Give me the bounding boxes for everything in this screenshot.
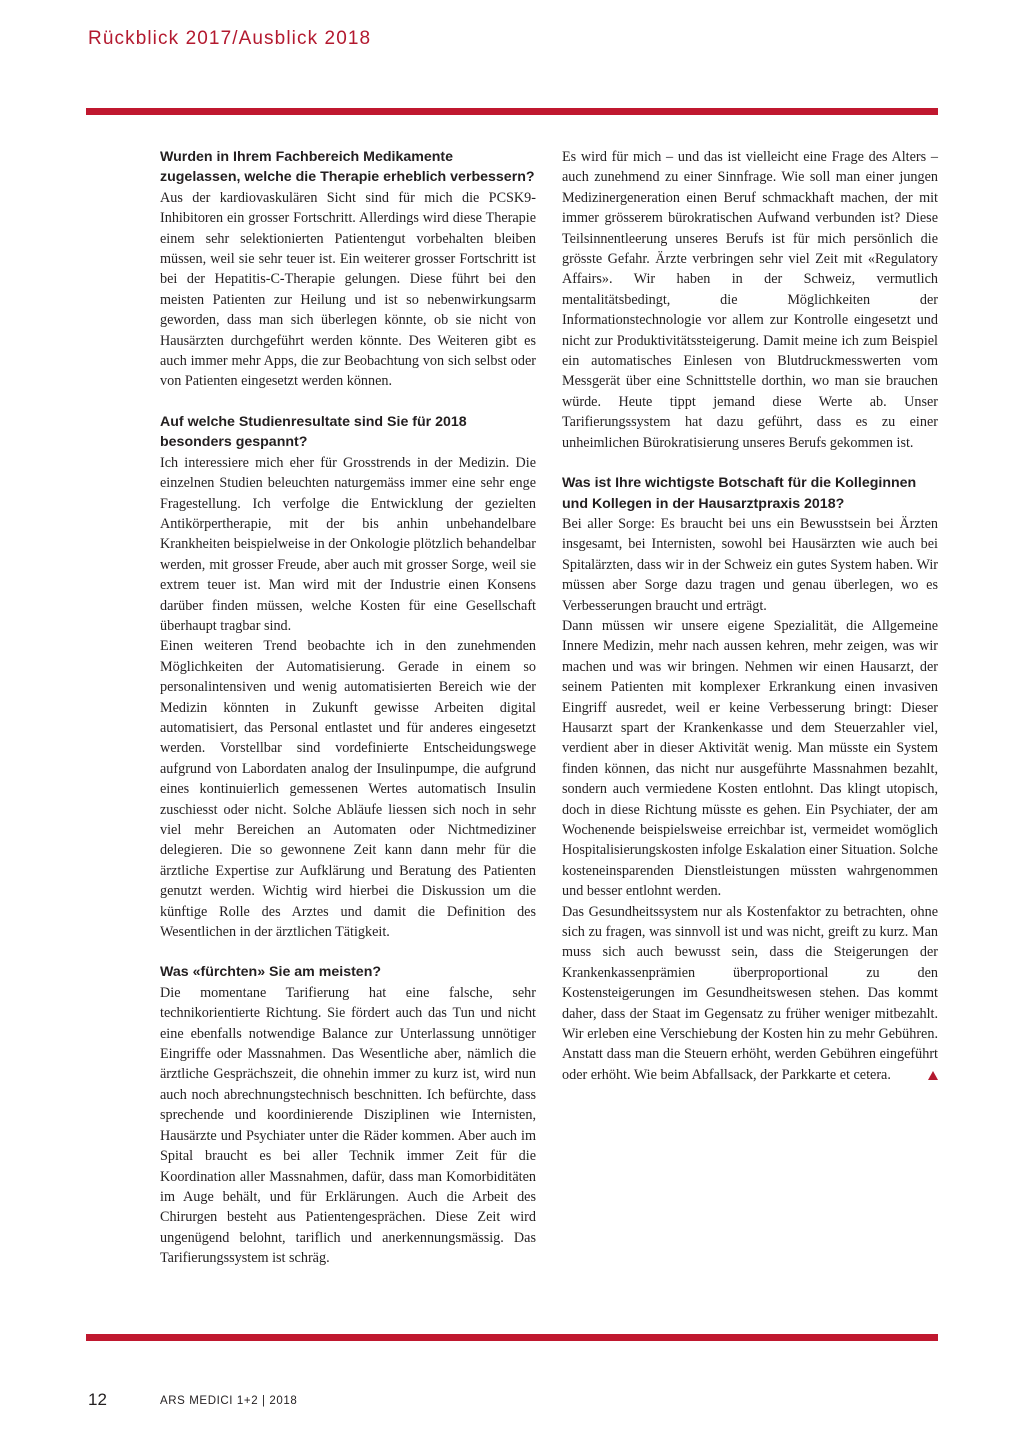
answer-fears: Die momentane Tarifierung hat eine falsche, sehr technikorientierte Richtung. Sie fördert auch das Tun und nicht eine ebenfalls notwendige Balance zur Unterlassung unnötiger Eingriffe oder Massnahmen. Das Wesentliche aber, nämlich die ärztliche Gesprächszeit, die ohnehin immer zu kurz ist, wird nun auch noch abrechnungstechnisch beschnitten. Ich befürchte, dass sprechende und koordinierende Disziplinen wie Internisten, Hausärzte und Psychiater unter die Räder kommen. Aber auch im Spital braucht es bei aller Technik immer Zeit für die Koordination aller Massnahmen, dafür, dass man Komorbiditäten im Auge behält, und für Erklärungen. Auch die Arbeit des Chirurgen besteht aus Patientengesprächen. Diese Zeit wird ungenügend belohnt, tariflich und anerkennungsmässig. Das Tarifierungssystem ist schräg.: [160, 984, 536, 1267]
answer-study-results-p2: Einen weiteren Trend beobachte ich in den zunehmenden Möglichkeiten der Automatisierung. Gerade in einem so personalintensiven und wenig automatisierten Bereich wie der Medizin könnten in Zukunft gewisse Arbeiten digital automatisiert, das Personal entlastet und für anderes eingesetzt werden. Vorstellbar sind vordefinierte Entscheidungswege aufgrund von Labordaten analog der Insulinpumpe, die aufgrund eines kontinuierlich gemessenen Wertes automatisch Insulin zuschiesst oder nicht. Solche Abläufe liessen sich noch in sehr viel mehr Bereichen an Automaten oder Nichtmediziner delegieren. Die so gewonnene Zeit kann dann mehr für die ärztliche Expertise zur Aufklärung und Beratung des Patienten genutzt werden. Wichtig wird hierbei die Diskussion um die künftige Rolle des Arztes und damit die Definition des Wesentlichen in der ärztlichen Tätigkeit.: [160, 638, 536, 941]
left-column: [160, 147, 536, 1269]
answer-key-message-p2: Dann müssen wir unsere eigene Spezialität, die Allgemeine Innere Medizin, mehr nach aussen kehren, mehr zeigen, was wir machen und was wir bringen. Nehmen wir einen Hausarzt, der seinem Patienten mit komplexer Erkrankung einen invasiven Eingriff ausredet, weil er keine Verbesserung bringt: Dieser Hausarzt spart der Krankenkasse und dem Steuerzahler viel, verdient aber in dieser Aktivität wenig. Man müsste ein System finden können, das nicht nur ausgeführte Massnahmen bezahlt, sondern auch vermiedene Kosten entlohnt. Das klingt utopisch, doch in diese Richtung müsste es gehen. Ein Psychiater, der am Wochenende beispielsweise erreichbar ist, vermeidet womöglich Hospitalisierungskosten infolge Eskalation einer Situation. Solche kosteneinsparenden Dienstleistungen müssten wahrgenommen und besser entlohnt werden.: [562, 617, 938, 900]
answer-key-message-p1: Bei aller Sorge: Es braucht bei uns ein Bewusstsein bei Ärzten insgesamt, bei Internisten, sowohl bei Hausärzten wie auch bei Spitalärzten, dass wir in der Schweiz ein gutes System haben. Wir müssen aber Sorge dazu tragen und genau überlegen, wo es Verbesserungen braucht und erträgt.: [562, 515, 938, 614]
answer-fears-continued: Es wird für mich – und das ist vielleicht eine Frage des Alters – auch zunehmend zu einer Sinnfrage. Wie soll man einer jungen Medizinergeneration einen Beruf schmackhaft machen, der mit immer grösserem bürokratischen Aufwand verbunden ist? Diese Teilsinnentleerung unseres Berufs ist für mich persönlich die grösste Gefahr. Ärzte verbringen sehr viel Zeit mit «Regulatory Affairs». Wir haben in der Schweiz, vermutlich mentalitätsbedingt, die Möglichkeiten der Informationstechnologie vor allem zur Kontrolle eingesetzt und nicht zur Produktivitätssteigerung. Damit meine ich zum Beispiel ein automatisches Einlesen von Blutdruckmesswerten vom Messgerät über eine Schnittstelle dorthin, wo man sie brauchen würde. Heute tippt jemand diese Werte ab. Unser Tarifierungssystem hat dazu geführt, dass es zu einer unheimlichen Bürokratisierung unseres Berufs gekommen ist.: [562, 149, 938, 451]
page-number: 12: [88, 1390, 107, 1409]
journal-name: ARS MEDICI 1+2 | 2018: [160, 1395, 298, 1407]
triangle-end-icon: [928, 1071, 938, 1080]
bottom-divider: [86, 1334, 938, 1341]
answer-medications: Aus der kardiovaskulären Sicht sind für mich die PCSK9-Inhibitoren ein grosser Fortschritt. Allerdings wird diese Therapie einem sehr selektionierten Patientengut vorbehalten bleiben müssen, weil sie sehr teuer ist. Ein weiterer grosser Fortschritt ist bei der Hepatitis-C-Therapie gelungen. Diese führt bei den meisten Patienten zur Heilung und ist so nebenwirkungsarm geworden, dass man sich überlegen könnte, ob sie nicht von Hausärzten durchgeführt werden könnte. Des Weiteren gibt es auch immer mehr Apps, die zur Beobachtung von sich selbst oder von Patienten eingesetzt werden können.: [160, 189, 536, 390]
question-study-results: Auf welche Studienresultate sind Sie für 2018 besonders gespannt?: [160, 413, 467, 451]
question-medications: Wurden in Ihrem Fachbereich Medikamente zugelassen, welche die Therapie erheblich verbessern?: [160, 149, 535, 186]
answer-key-message-p3: [562, 902, 938, 1086]
question-fears: Was «fürchten» Sie am meisten?: [160, 964, 382, 981]
question-key-message: Was ist Ihre wichtigste Botschaft für die Kolleginnen und Kollegen in der Hausarztpraxis 2018?: [562, 475, 917, 512]
answer-study-results-p1: Ich interessiere mich eher für Grosstrends in der Medizin. Die einzelnen Studien beleuchten naturgemäss immer eine sehr enge Fragestellung. Ich verfolge die Entwicklung der gezielten Antikörpertherapie, mit der bis anhin unbehandelbare Krankheiten beispielweise in der Onkologie plötzlich behandelbar werden, mit grosser Freude, aber auch mit grosser Sorge, weil sie extrem teuer ist. Man wird mit der Industrie einen Konsens darüber finden müssen, welche Kosten für eine Gesellschaft überhaupt tragbar sind.: [160, 454, 536, 634]
top-divider: [86, 108, 938, 115]
answer-key-message-p3-text: Das Gesundheitssystem nur als Kostenfaktor zu betrachten, ohne sich zu fragen, was sinnvoll ist und was nicht, greift zu kurz. Man muss sich auch bewusst sein, dass die Steigerungen der Krankenkassenprämien überproportional zu den Kostensteigerungen im Gesundheitswesen stehen. Das kommt daher, dass der Staat im Gegensatz zu früher weniger mitbezahlt. Wir erleben eine Verschiebung der Kosten hin zu mehr Gebühren. Anstatt dass man die Steuern erhöht, werden Gebühren eingeführt oder erhöht. Wie beim Abfallsack, der Parkkarte et cetera.: [562, 903, 938, 1083]
right-column: [562, 147, 938, 1085]
section-title: Rückblick 2017/Ausblick 2018: [88, 28, 372, 49]
